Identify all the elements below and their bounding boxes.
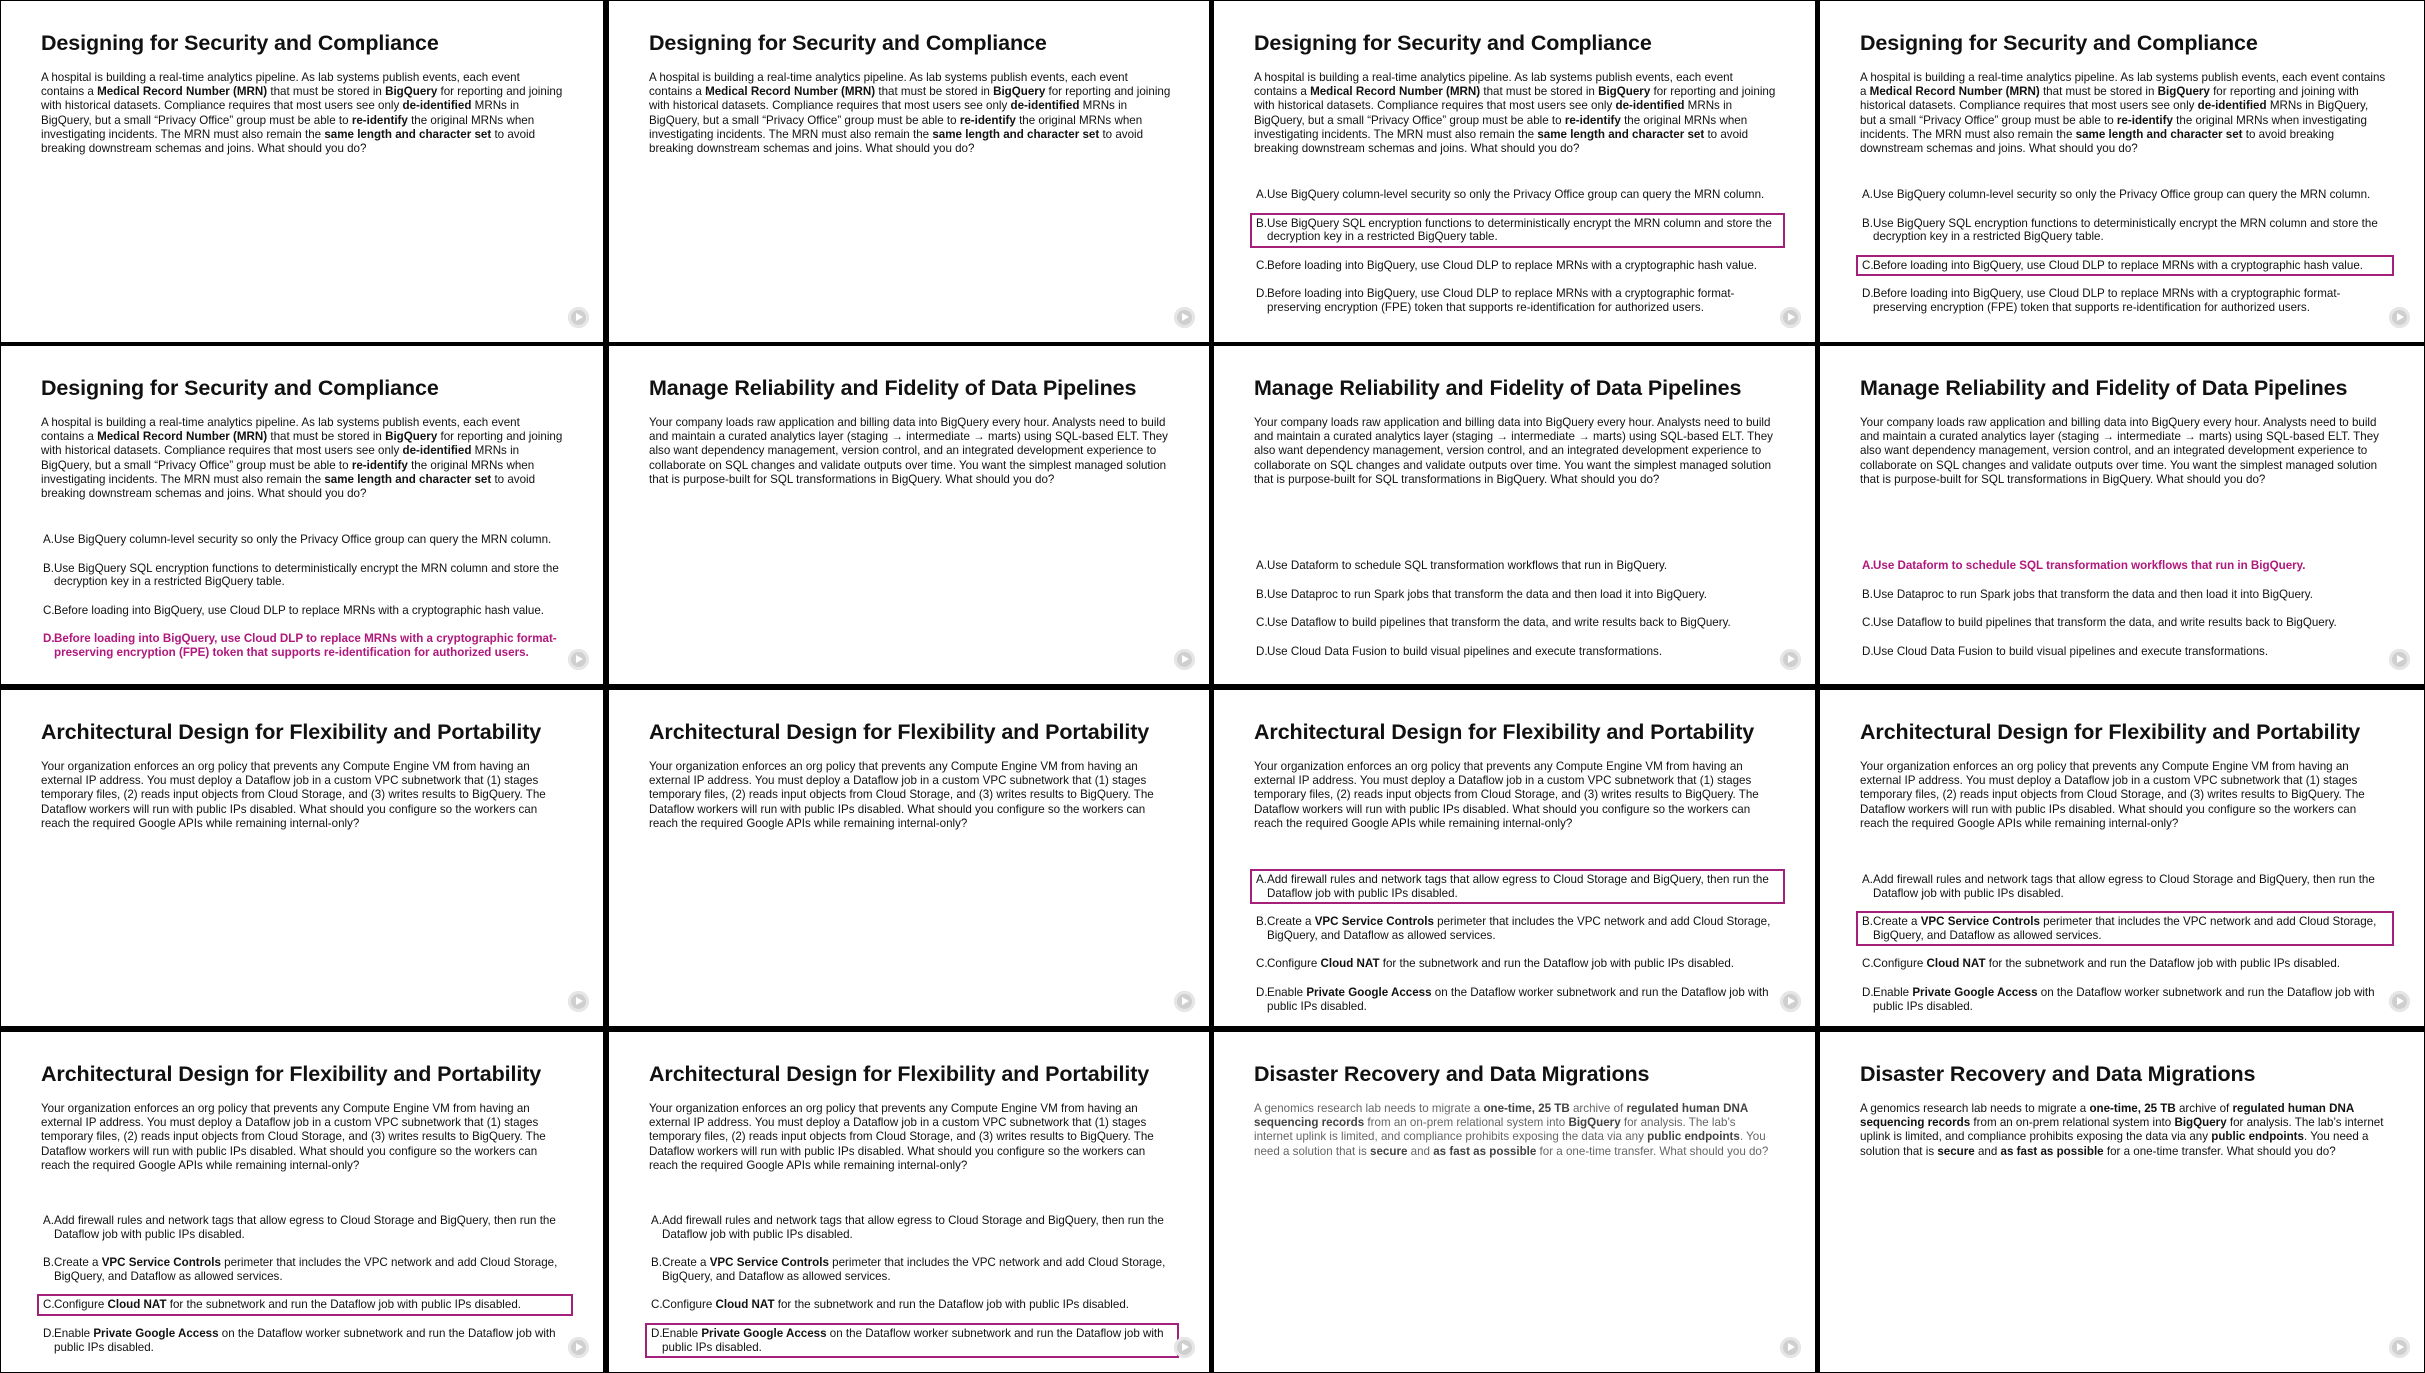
question-fragment: and (1974, 1144, 2001, 1158)
logo-play-icon (2389, 307, 2410, 328)
question-fragment: for reporting and joining with historical datasets. Compliance requires that most users see only (649, 85, 1171, 113)
slide-8 (1820, 346, 2424, 684)
question-fragment: for a one-time transfer. What should you do? (2103, 1144, 2336, 1158)
question-fragment: for analysis. The lab’s internet uplink is limited, and compliance prohibits exposing the data via any (1860, 1116, 2384, 1144)
question-fragment: that must be stored in (875, 85, 994, 99)
question-emphasis: as fast as possible (2000, 1144, 2104, 1158)
logo-play-icon (2389, 649, 2410, 670)
question-fragment: MRNs in BigQuery, but a small “Privacy Office” group must be able to (41, 99, 520, 127)
option-text: for the subnetwork and run the Dataflow job with public IPs disabled. (774, 1298, 1129, 1312)
question-emphasis: regulated human DNA sequencing records (1860, 1102, 2354, 1130)
option-b[interactable] (1856, 911, 2394, 946)
answer-options (41, 529, 573, 671)
option-letter: B. (1862, 587, 1873, 601)
option-c[interactable] (1856, 612, 2394, 634)
option-a[interactable] (1856, 555, 2394, 577)
option-letter: C. (651, 1298, 663, 1312)
option-letter: B. (1862, 216, 1873, 230)
question-emphasis: public endpoints (1647, 1130, 1740, 1144)
question-emphasis: de-identified (1010, 99, 1080, 113)
option-text: Add firewall rules and network tags that allow egress to Cloud Storage and BigQuery, then run the Dataflow job with public IPs disabled. (1267, 873, 1769, 900)
slide-title: Manage Reliability and Fidelity of Data Pipelines (1860, 376, 2348, 400)
option-c[interactable] (1250, 612, 1785, 634)
question-text (1860, 1102, 2386, 1159)
question-fragment: for analysis. The lab’s internet uplink is limited, and compliance prohibits exposing the data via any (1254, 1116, 1736, 1144)
option-c[interactable] (645, 1294, 1179, 1316)
option-text: Use Dataform to schedule SQL transformation workflows that run in BigQuery. (1267, 559, 1668, 572)
option-letter: A. (43, 533, 54, 546)
question-fragment: that must be stored in (267, 85, 386, 99)
slide-9 (1, 690, 603, 1026)
question-fragment: Your organization enforces an org policy that prevents any Compute Engine VM from having an external IP address. You must deploy a Dataflow job in a custom VPC subnetwork that (1) stages temporary files, (2) reads input objects from Cloud Storage, and (3) writes results to BigQuery. The Dataflow workers will run with public IPs disabled. What should you configure so the workers can reach the required Google APIs while remaining internal-only? (1860, 760, 2365, 830)
question-fragment: to avoid breaking downstream schemas and joins. What should you do? (1860, 127, 2335, 156)
option-letter: C. (1256, 258, 1268, 272)
logo-play-icon (1174, 991, 1195, 1012)
slide-title: Architectural Design for Flexibility and Portability (649, 720, 1150, 744)
option-letter: A. (1256, 559, 1267, 572)
question-emphasis: BigQuery (1568, 1116, 1621, 1130)
question-text (41, 71, 565, 156)
option-emphasis: Private Google Access (93, 1326, 219, 1340)
logo-play-icon (568, 649, 589, 670)
option-emphasis: VPC Service Controls (709, 1256, 829, 1270)
question-text (1254, 760, 1777, 831)
option-text: Create a (662, 1256, 710, 1270)
question-fragment: Your company loads raw application and billing data into BigQuery every hour. Analysts need to build and maintain a curated analytics layer (staging → intermediate → marts) using SQL-based ELT. They also want dependency management, version control, and an integrated development experience to collaborate on SQL changes and validate outputs over time. You want the simplest managed solution that is purpose-built for SQL transformations in BigQuery. What should you do? (649, 416, 1168, 486)
option-text: on the Dataflow worker subnetwork and run the Dataflow job with public IPs disabled. (1267, 985, 1769, 1013)
option-text: for the subnetwork and run the Dataflow job with public IPs disabled. (1985, 957, 2340, 971)
option-d[interactable] (37, 628, 573, 663)
option-letter: B. (43, 561, 54, 575)
option-letter: D. (1256, 644, 1268, 658)
question-fragment: . You need a solution that is (1860, 1130, 2369, 1158)
option-letter: D. (1862, 644, 1874, 658)
slide-title: Designing for Security and Compliance (649, 31, 1047, 55)
question-emphasis: secure (1370, 1144, 1408, 1158)
slide-title: Manage Reliability and Fidelity of Data Pipelines (649, 376, 1137, 400)
slide-10 (609, 690, 1209, 1026)
question-fragment: Your organization enforces an org policy that prevents any Compute Engine VM from having an external IP address. You must deploy a Dataflow job in a custom VPC subnetwork that (1) stages temporary files, (2) reads input objects from Cloud Storage, and (3) writes results to BigQuery. The Dataflow workers will run with public IPs disabled. What should you configure so the workers can reach the required Google APIs while remaining internal-only? (1254, 760, 1759, 830)
option-letter: C. (1862, 957, 1874, 971)
slide-13 (1, 1032, 603, 1372)
option-text: Use Dataproc to run Spark jobs that transform the data and then load it into BigQuery. (1873, 587, 2313, 601)
option-d[interactable] (1856, 982, 2394, 1017)
question-fragment: from an on-prem relational system into (1970, 1116, 2175, 1130)
option-emphasis: Private Google Access (701, 1326, 827, 1340)
slide-title: Designing for Security and Compliance (1254, 31, 1652, 55)
question-text (1254, 71, 1777, 156)
question-emphasis: de-identified (402, 444, 472, 458)
question-fragment: for reporting and joining with historical datasets. Compliance requires that most users see only (41, 430, 563, 458)
slide-12 (1820, 690, 2424, 1026)
option-a[interactable] (1856, 184, 2394, 206)
option-a[interactable] (1250, 869, 1785, 904)
option-b[interactable] (1250, 584, 1785, 606)
option-letter: D. (43, 632, 55, 646)
answer-options (1254, 869, 1785, 1024)
option-letter: D. (1256, 287, 1268, 301)
option-d[interactable] (1856, 641, 2394, 663)
option-letter: C. (43, 1298, 55, 1312)
option-letter: D. (1862, 287, 1874, 301)
question-emphasis: public endpoints (2211, 1130, 2304, 1144)
option-letter: D. (43, 1326, 55, 1340)
option-text: Use BigQuery SQL encryption functions to deterministically encrypt the MRN column and store the decryption key in a restricted BigQuery table. (54, 561, 559, 589)
question-emphasis: BigQuery (1598, 85, 1651, 99)
option-text: Use Dataproc to run Spark jobs that transform the data and then load it into BigQuery. (1267, 587, 1707, 601)
question-emphasis: de-identified (1615, 99, 1685, 113)
question-text (1860, 416, 2386, 487)
option-d[interactable] (1856, 283, 2394, 318)
logo-play-icon (1174, 649, 1195, 670)
question-text (649, 71, 1171, 156)
question-fragment: for reporting and joining with historical datasets. Compliance requires that most users see only (41, 85, 563, 113)
option-text: for the subnetwork and run the Dataflow job with public IPs disabled. (1379, 957, 1734, 971)
question-emphasis: BigQuery (385, 85, 438, 99)
option-d[interactable] (1250, 283, 1785, 318)
question-emphasis: BigQuery (993, 85, 1046, 99)
option-text: Add firewall rules and network tags that allow egress to Cloud Storage and BigQuery, then run the Dataflow job with public IPs disabled. (54, 1214, 556, 1241)
slide-1 (1, 1, 603, 342)
option-letter: A. (1256, 188, 1267, 201)
slide-title: Architectural Design for Flexibility and Portability (41, 720, 542, 744)
option-a[interactable] (1250, 184, 1785, 206)
option-text: Before loading into BigQuery, use Cloud DLP to replace MRNs with a cryptographic format-preserving encryption (FPE) token that supports re-identification for authorized users. (54, 632, 557, 659)
option-b[interactable] (37, 558, 573, 593)
question-fragment: Your company loads raw application and billing data into BigQuery every hour. Analysts need to build and maintain a curated analytics layer (staging → intermediate → marts) using SQL-based ELT. They also want dependency management, version control, and an integrated development experience to collaborate on SQL changes and validate outputs over time. You want the simplest managed solution that is purpose-built for SQL transformations in BigQuery. What should you do? (1254, 416, 1773, 486)
question-emphasis: secure (1937, 1144, 1975, 1158)
option-text: on the Dataflow worker subnetwork and run the Dataflow job with public IPs disabled. (662, 1326, 1164, 1354)
option-text: Use Cloud Data Fusion to build visual pipelines and execute transformations. (1267, 644, 1663, 658)
option-text: Configure (54, 1298, 108, 1312)
question-fragment: A hospital is building a real-time analytics pipeline. As lab systems publish events, each event contains a (41, 71, 520, 99)
question-fragment: for a one-time transfer. What should you do? (1536, 1144, 1769, 1158)
logo-play-icon (568, 307, 589, 328)
option-text: Enable (662, 1326, 702, 1340)
slide-title: Designing for Security and Compliance (41, 376, 439, 400)
option-text: Use BigQuery column-level security so only the Privacy Office group can query the MRN column. (1873, 188, 2371, 201)
question-fragment: A hospital is building a real-time analytics pipeline. As lab systems publish events, each event contains a (1254, 71, 1733, 99)
question-fragment: MRNs in BigQuery, but a small “Privacy Office” group must be able to (1254, 99, 1733, 127)
slide-title: Architectural Design for Flexibility and Portability (41, 1062, 542, 1086)
option-letter: A. (1862, 873, 1873, 886)
question-fragment: for reporting and joining with historical datasets. Compliance requires that most users see only (1254, 85, 1776, 113)
option-text: Use BigQuery SQL encryption functions to deterministically encrypt the MRN column and store the decryption key in a restricted BigQuery table. (1873, 216, 2378, 244)
option-letter: B. (1862, 915, 1873, 929)
logo-play-icon (568, 1337, 589, 1358)
option-d[interactable] (1250, 641, 1785, 663)
logo-play-icon (1174, 307, 1195, 328)
option-text: on the Dataflow worker subnetwork and run the Dataflow job with public IPs disabled. (1873, 985, 2375, 1013)
question-fragment: MRNs in BigQuery, but a small “Privacy Office” group must be able to (41, 444, 520, 472)
option-text: Before loading into BigQuery, use Cloud DLP to replace MRNs with a cryptographic hash value. (1267, 258, 1757, 272)
option-text: Before loading into BigQuery, use Cloud DLP to replace MRNs with a cryptographic hash value. (54, 603, 544, 617)
answer-options (1860, 184, 2394, 326)
option-a[interactable] (645, 1210, 1179, 1245)
question-emphasis: same length and character set (324, 127, 492, 141)
option-letter: C. (1862, 616, 1874, 630)
question-emphasis: BigQuery (2157, 85, 2210, 99)
option-text: Enable (1873, 985, 1913, 999)
option-letter: C. (43, 603, 55, 617)
option-a[interactable] (1856, 869, 2394, 904)
slide-title: Designing for Security and Compliance (1860, 31, 2258, 55)
option-letter: A. (43, 1214, 54, 1227)
option-text: perimeter that includes the VPC network and add Cloud Storage, BigQuery, and Dataflow as allowed services. (1267, 915, 1771, 942)
option-c[interactable] (37, 1294, 573, 1316)
slide-title: Architectural Design for Flexibility and Portability (649, 1062, 1150, 1086)
option-letter: B. (1256, 587, 1267, 601)
option-b[interactable] (1856, 213, 2394, 248)
option-text: Enable (1267, 985, 1307, 999)
question-fragment: to avoid breaking downstream schemas and joins. What should you do? (1254, 127, 1749, 156)
option-letter: A. (1862, 188, 1873, 201)
option-letter: D. (1256, 985, 1268, 999)
question-emphasis: re-identify (959, 113, 1016, 127)
option-emphasis: Private Google Access (1912, 985, 2038, 999)
question-emphasis: Medical Record Number (MRN) (1310, 85, 1481, 99)
slide-16 (1820, 1032, 2424, 1372)
option-c[interactable] (1250, 255, 1785, 277)
slide-14 (609, 1032, 1209, 1372)
option-emphasis: VPC Service Controls (101, 1256, 221, 1270)
option-letter: C. (1256, 957, 1268, 971)
option-letter: B. (1256, 216, 1267, 230)
option-letter: D. (651, 1326, 663, 1340)
option-letter: C. (1256, 616, 1268, 630)
question-text (41, 760, 565, 831)
option-emphasis: Private Google Access (1306, 985, 1432, 999)
logo-play-icon (568, 991, 589, 1012)
question-fragment: A hospital is building a real-time analytics pipeline. As lab systems publish events, each event contains a (649, 71, 1128, 99)
option-b[interactable] (1250, 911, 1785, 946)
question-emphasis: re-identify (351, 113, 408, 127)
option-c[interactable] (37, 600, 573, 622)
question-fragment: Your organization enforces an org policy that prevents any Compute Engine VM from having an external IP address. You must deploy a Dataflow job in a custom VPC subnetwork that (1) stages temporary files, (2) reads input objects from Cloud Storage, and (3) writes results to BigQuery. The Dataflow workers will run with public IPs disabled. What should you configure so the workers can reach the required Google APIs while remaining internal-only? (649, 760, 1154, 830)
question-emphasis: Medical Record Number (MRN) (97, 85, 268, 99)
question-emphasis: one-time, 25 TB (2089, 1102, 2176, 1115)
option-text: Create a (54, 1256, 102, 1270)
option-b[interactable] (1856, 584, 2394, 606)
question-fragment: A genomics research lab needs to migrate a (1254, 1102, 1484, 1115)
slide-title: Architectural Design for Flexibility and Portability (1860, 720, 2361, 744)
option-letter: A. (1256, 873, 1267, 886)
option-b[interactable] (1250, 213, 1785, 248)
option-letter: A. (1862, 559, 1874, 572)
question-fragment: . You need a solution that is (1254, 1130, 1766, 1158)
question-emphasis: same length and character set (1537, 127, 1705, 141)
option-a[interactable] (37, 1210, 573, 1245)
slide-title: Manage Reliability and Fidelity of Data Pipelines (1254, 376, 1742, 400)
question-fragment: A genomics research lab needs to migrate a (1860, 1102, 2090, 1115)
logo-play-icon (1780, 1337, 1801, 1358)
slide-4 (1820, 1, 2424, 342)
option-d[interactable] (1250, 982, 1785, 1017)
question-fragment: to avoid breaking downstream schemas and joins. What should you do? (41, 472, 536, 501)
option-text: on the Dataflow worker subnetwork and run the Dataflow job with public IPs disabled. (54, 1326, 556, 1354)
option-d[interactable] (37, 1323, 573, 1358)
slide-title: Architectural Design for Flexibility and Portability (1254, 720, 1755, 744)
option-emphasis: Cloud NAT (1320, 957, 1380, 971)
option-text: perimeter that includes the VPC network and add Cloud Storage, BigQuery, and Dataflow as allowed services. (1873, 915, 2377, 942)
question-fragment: MRNs in BigQuery, but a small “Privacy Office” group must be able to (649, 99, 1128, 127)
question-fragment: that must be stored in (1480, 85, 1599, 99)
option-c[interactable] (1856, 953, 2394, 975)
question-text (41, 1102, 565, 1173)
question-emphasis: same length and character set (2075, 127, 2243, 141)
option-text: Before loading into BigQuery, use Cloud DLP to replace MRNs with a cryptographic hash value. (1873, 258, 2363, 272)
option-c[interactable] (1250, 953, 1785, 975)
question-emphasis: same length and character set (324, 472, 492, 486)
question-fragment: from an on-prem relational system into (1364, 1116, 1569, 1130)
option-text: Use Dataform to schedule SQL transformation workflows that run in BigQuery. (1873, 559, 2306, 572)
slide-11 (1214, 690, 1815, 1026)
option-text: Before loading into BigQuery, use Cloud DLP to replace MRNs with a cryptographic format-preserving encryption (FPE) token that supports re-identification for authorized users. (1873, 287, 2341, 314)
option-letter: C. (1862, 258, 1874, 272)
question-emphasis: as fast as possible (1433, 1144, 1537, 1158)
option-text: Configure (662, 1298, 716, 1312)
logo-play-icon (2389, 1337, 2410, 1358)
question-emphasis: re-identify (351, 458, 408, 472)
question-text (1254, 416, 1777, 487)
question-fragment: the original MRNs when investigating incidents. The MRN must also remain the (649, 113, 1143, 141)
option-text: Configure (1873, 957, 1927, 971)
answer-options (1860, 869, 2394, 1024)
option-emphasis: VPC Service Controls (1920, 915, 2040, 929)
question-emphasis: Medical Record Number (MRN) (1869, 85, 2040, 99)
question-fragment: Your organization enforces an org policy that prevents any Compute Engine VM from having an external IP address. You must deploy a Dataflow job in a custom VPC subnetwork that (1) stages temporary files, (2) reads input objects from Cloud Storage, and (3) writes results to BigQuery. The Dataflow workers will run with public IPs disabled. What should you configure so the workers can reach the required Google APIs while remaining internal-only? (649, 1102, 1154, 1172)
question-fragment: to avoid breaking downstream schemas and joins. What should you do? (41, 127, 536, 156)
option-emphasis: Cloud NAT (1926, 957, 1986, 971)
question-text (1254, 1102, 1777, 1159)
option-text: Configure (1267, 957, 1321, 971)
answer-options (1254, 184, 1785, 326)
option-text: Create a (1873, 915, 1921, 929)
question-fragment: that must be stored in (2039, 85, 2158, 99)
question-emphasis: re-identify (2116, 113, 2173, 127)
option-text: Use Dataflow to build pipelines that transform the data, and write results back to BigQuery. (1873, 616, 2337, 630)
question-emphasis: BigQuery (385, 430, 438, 444)
question-text (649, 1102, 1171, 1173)
logo-play-icon (1780, 649, 1801, 670)
question-text (649, 416, 1171, 487)
option-text: Create a (1267, 915, 1315, 929)
question-text (1860, 760, 2386, 831)
option-text: Add firewall rules and network tags that allow egress to Cloud Storage and BigQuery, then run the Dataflow job with public IPs disabled. (662, 1214, 1164, 1241)
question-fragment: to avoid breaking downstream schemas and joins. What should you do? (649, 127, 1144, 156)
question-emphasis: regulated human DNA sequencing records (1254, 1102, 1748, 1130)
option-b[interactable] (645, 1252, 1179, 1287)
option-text: perimeter that includes the VPC network and add Cloud Storage, BigQuery, and Dataflow as allowed services. (54, 1256, 558, 1283)
option-text: Use BigQuery column-level security so only the Privacy Office group can query the MRN column. (1267, 188, 1765, 201)
option-letter: B. (651, 1256, 662, 1270)
question-emphasis: Medical Record Number (MRN) (705, 85, 876, 99)
option-emphasis: Cloud NAT (107, 1298, 167, 1312)
question-fragment: the original MRNs when investigating incidents. The MRN must also remain the (1860, 113, 2367, 141)
option-text: Use BigQuery column-level security so only the Privacy Office group can query the MRN column. (54, 533, 552, 546)
option-emphasis: VPC Service Controls (1314, 915, 1434, 929)
slide-title: Disaster Recovery and Data Migrations (1254, 1062, 1650, 1086)
slide-15 (1214, 1032, 1815, 1372)
logo-play-icon (1174, 1337, 1195, 1358)
question-fragment: Your company loads raw application and billing data into BigQuery every hour. Analysts need to build and maintain a curated analytics layer (staging → intermediate → marts) using SQL-based ELT. They also want dependency management, version control, and an integrated development experience to collaborate on SQL changes and validate outputs over time. You want the simplest managed solution that is purpose-built for SQL transformations in BigQuery. What should you do? (1860, 416, 2379, 486)
question-text (41, 416, 565, 501)
question-emphasis: de-identified (2197, 99, 2267, 113)
question-fragment: A hospital is building a real-time analytics pipeline. As lab systems publish events, each event contains a (41, 416, 520, 444)
slide-3 (1214, 1, 1815, 342)
option-b[interactable] (37, 1252, 573, 1287)
question-text (649, 760, 1171, 831)
answer-options (1860, 555, 2394, 669)
option-text: Enable (54, 1326, 94, 1340)
answer-options (41, 1210, 573, 1365)
answer-options (1254, 555, 1785, 669)
question-fragment: A hospital is building a real-time analytics pipeline. As lab systems publish events, each event contains a (1860, 71, 2386, 99)
question-fragment: and (1407, 1144, 1434, 1158)
logo-play-icon (1780, 991, 1801, 1012)
option-text: Before loading into BigQuery, use Cloud DLP to replace MRNs with a cryptographic format-preserving encryption (FPE) token that supports re-identification for authorized users. (1267, 287, 1735, 314)
option-text: Use Dataflow to build pipelines that transform the data, and write results back to BigQuery. (1267, 616, 1731, 630)
question-fragment: the original MRNs when investigating incidents. The MRN must also remain the (1254, 113, 1748, 141)
question-text (1860, 71, 2386, 156)
slide-7 (1214, 346, 1815, 684)
slide-5 (1, 346, 603, 684)
option-c[interactable] (1856, 255, 2394, 277)
slide-2 (609, 1, 1209, 342)
question-fragment: for reporting and joining with historical datasets. Compliance requires that most users see only (1860, 85, 2359, 113)
option-text: Use BigQuery SQL encryption functions to deterministically encrypt the MRN column and store the decryption key in a restricted BigQuery table. (1267, 216, 1772, 244)
question-fragment: Your organization enforces an org policy that prevents any Compute Engine VM from having an external IP address. You must deploy a Dataflow job in a custom VPC subnetwork that (1) stages temporary files, (2) reads input objects from Cloud Storage, and (3) writes results to BigQuery. The Dataflow workers will run with public IPs disabled. What should you configure so the workers can reach the required Google APIs while remaining internal-only? (41, 1102, 546, 1172)
option-letter: B. (43, 1256, 54, 1270)
question-fragment: Your organization enforces an org policy that prevents any Compute Engine VM from having an external IP address. You must deploy a Dataflow job in a custom VPC subnetwork that (1) stages temporary files, (2) reads input objects from Cloud Storage, and (3) writes results to BigQuery. The Dataflow workers will run with public IPs disabled. What should you configure so the workers can reach the required Google APIs while remaining internal-only? (41, 760, 546, 830)
option-text: Add firewall rules and network tags that allow egress to Cloud Storage and BigQuery, then run the Dataflow job with public IPs disabled. (1873, 873, 2375, 900)
question-fragment: the original MRNs when investigating incidents. The MRN must also remain the (41, 458, 535, 486)
option-letter: D. (1862, 985, 1874, 999)
option-emphasis: Cloud NAT (715, 1298, 775, 1312)
question-fragment: that must be stored in (267, 430, 386, 444)
question-emphasis: Medical Record Number (MRN) (97, 430, 268, 444)
question-fragment: MRNs in BigQuery, but a small “Privacy Office” group must be able to (1860, 99, 2369, 127)
question-emphasis: same length and character set (932, 127, 1100, 141)
logo-play-icon (1780, 307, 1801, 328)
slide-title: Designing for Security and Compliance (41, 31, 439, 55)
option-text: Use Cloud Data Fusion to build visual pipelines and execute transformations. (1873, 644, 2269, 658)
slide-title: Disaster Recovery and Data Migrations (1860, 1062, 2256, 1086)
option-text: for the subnetwork and run the Dataflow job with public IPs disabled. (166, 1298, 521, 1312)
question-emphasis: re-identify (1564, 113, 1621, 127)
question-emphasis: one-time, 25 TB (1483, 1102, 1570, 1115)
question-emphasis: de-identified (402, 99, 472, 113)
option-d[interactable] (645, 1323, 1179, 1358)
question-fragment: the original MRNs when investigating incidents. The MRN must also remain the (41, 113, 535, 141)
answer-options (649, 1210, 1179, 1365)
option-text: perimeter that includes the VPC network and add Cloud Storage, BigQuery, and Dataflow as allowed services. (662, 1256, 1166, 1283)
question-fragment: archive of (2175, 1102, 2233, 1115)
option-a[interactable] (37, 529, 573, 551)
option-a[interactable] (1250, 555, 1785, 577)
slide-6 (609, 346, 1209, 684)
option-letter: B. (1256, 915, 1267, 929)
question-emphasis: BigQuery (2174, 1116, 2227, 1130)
logo-play-icon (2389, 991, 2410, 1012)
option-letter: A. (651, 1214, 662, 1227)
question-fragment: archive of (1569, 1102, 1627, 1115)
